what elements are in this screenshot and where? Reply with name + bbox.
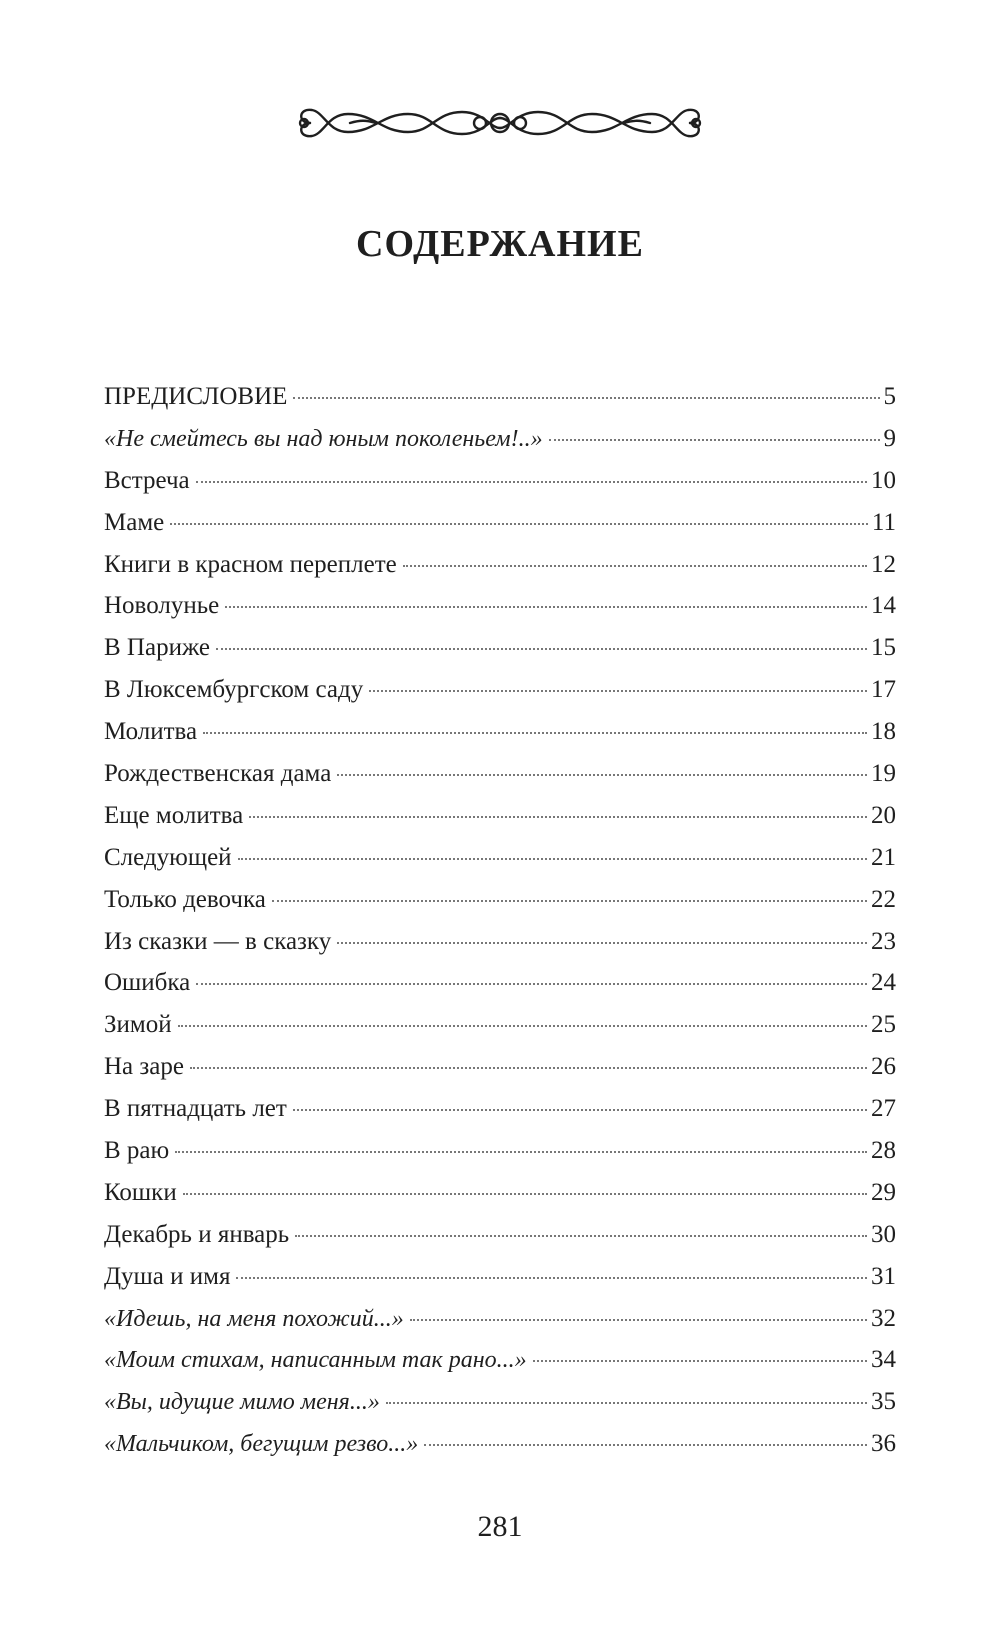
toc-entry-title: В пятнадцать лет <box>104 1095 287 1123</box>
toc-entry <box>104 887 896 929</box>
toc-entry-title: В раю <box>104 1137 170 1165</box>
toc-dot-leader <box>178 1025 867 1027</box>
toc-dot-leader <box>196 481 867 483</box>
toc-entry-page: 34 <box>871 1346 896 1374</box>
toc-entry <box>104 761 896 803</box>
toc-entry-page: 14 <box>871 592 896 620</box>
toc-entry <box>104 1431 896 1473</box>
toc-entry-title: Встреча <box>104 466 190 494</box>
toc-entry-page: 36 <box>871 1430 896 1458</box>
toc-entry-page: 5 <box>883 383 896 410</box>
page-number: 281 <box>477 1510 523 1543</box>
toc-entry <box>104 1138 896 1180</box>
toc-dot-leader <box>533 1360 867 1362</box>
toc-dot-leader <box>386 1402 867 1404</box>
toc-entry <box>104 1180 896 1222</box>
toc-entry <box>104 1222 896 1264</box>
toc-dot-leader <box>236 1277 867 1279</box>
toc-entry-page: 21 <box>871 843 896 871</box>
toc-entry-title: В Люксембургском саду <box>104 676 364 704</box>
toc-entry-title: «Идешь, на меня похожий...» <box>104 1305 404 1332</box>
toc-entry-page: 35 <box>871 1388 896 1416</box>
toc-entry <box>104 803 896 845</box>
toc-entry-page: 19 <box>871 760 896 788</box>
toc-entry <box>104 929 896 971</box>
toc-entry-title: В Париже <box>104 634 210 662</box>
toc-entry-page: 32 <box>871 1304 896 1332</box>
toc-entry-page: 12 <box>871 550 896 578</box>
toc-entry-page: 18 <box>871 718 896 746</box>
toc-dot-leader <box>196 983 867 985</box>
toc-entry-title: Рождественская дама <box>104 760 332 788</box>
toc-dot-leader <box>175 1151 867 1153</box>
toc-dot-leader <box>424 1444 867 1446</box>
toc-entry <box>104 845 896 887</box>
toc-dot-leader <box>238 858 867 860</box>
toc-entry <box>104 468 896 510</box>
toc-entry-page: 10 <box>871 466 896 494</box>
toc-entry-title: Душа и имя <box>104 1262 231 1290</box>
toc-dot-leader <box>190 1067 867 1069</box>
toc-entry-title: «Моим стихам, написанным так рано...» <box>104 1347 527 1374</box>
toc-entry-title: Ошибка <box>104 969 191 997</box>
toc-entry <box>104 677 896 719</box>
toc-entry-page: 28 <box>871 1137 896 1165</box>
toc-entry-title: «Не смейтесь вы над юным поколеньем!..» <box>104 425 543 452</box>
toc-entry-page: 22 <box>871 885 896 913</box>
toc-entry <box>104 635 896 677</box>
toc-entry-page: 29 <box>871 1178 896 1206</box>
toc-entry-title: «Вы, идущие мимо меня...» <box>104 1389 380 1416</box>
decorative-scroll-ornament-icon <box>290 98 710 148</box>
toc-dot-leader <box>403 565 867 567</box>
toc-entry-page: 23 <box>871 927 896 955</box>
toc-entry-title: Книги в красном переплете <box>104 550 397 578</box>
toc-dot-leader <box>183 1193 867 1195</box>
toc-dot-leader <box>225 606 867 608</box>
toc-dot-leader <box>216 648 867 650</box>
toc-entry-title: Молитва <box>104 718 198 746</box>
toc-entry-page: 30 <box>871 1220 896 1248</box>
toc-entry <box>104 970 896 1012</box>
toc-dot-leader <box>410 1319 867 1321</box>
toc-entry <box>104 1096 896 1138</box>
toc-entry-title: На заре <box>104 1053 184 1081</box>
toc-entry-page: 24 <box>871 969 896 997</box>
toc-entry-title: Декабрь и январь <box>104 1220 290 1248</box>
toc-entry <box>104 593 896 635</box>
toc-entry <box>104 1306 896 1348</box>
toc-entry <box>104 1012 896 1054</box>
toc-dot-leader <box>549 439 880 441</box>
toc-dot-leader <box>293 1109 867 1111</box>
toc-entry <box>104 510 896 552</box>
table-of-contents <box>104 384 896 1473</box>
toc-entry-title: Зимой <box>104 1011 172 1039</box>
page-title: СОДЕРЖАНИЕ <box>356 223 644 265</box>
toc-entry <box>104 719 896 761</box>
toc-entry-title: Еще молитва <box>104 801 244 829</box>
toc-dot-leader <box>249 816 867 818</box>
toc-entry <box>104 1347 896 1389</box>
toc-entry-page: 20 <box>871 801 896 829</box>
toc-entry-page: 17 <box>871 676 896 704</box>
toc-entry-title: Следующей <box>104 843 232 871</box>
toc-dot-leader <box>203 732 867 734</box>
toc-entry-title: Из сказки — в сказку <box>104 927 332 955</box>
toc-entry <box>104 1389 896 1431</box>
toc-entry-page: 25 <box>871 1011 896 1039</box>
toc-dot-leader <box>337 774 867 776</box>
toc-entry-title: ПРЕДИСЛОВИЕ <box>104 383 288 410</box>
toc-dot-leader <box>272 900 867 902</box>
toc-entry-page: 31 <box>871 1262 896 1290</box>
toc-entry-title: Кошки <box>104 1178 177 1206</box>
toc-entry <box>104 426 896 468</box>
toc-entry-page: 9 <box>883 424 896 452</box>
toc-dot-leader <box>369 690 867 692</box>
toc-entry-title: «Мальчиком, бегущим резво...» <box>104 1431 419 1458</box>
toc-entry-page: 15 <box>871 634 896 662</box>
toc-entry <box>104 1264 896 1306</box>
toc-dot-leader <box>295 1235 867 1237</box>
toc-entry-page: 11 <box>871 508 896 536</box>
toc-entry <box>104 552 896 594</box>
toc-entry-title: Только девочка <box>104 885 266 913</box>
toc-entry <box>104 1054 896 1096</box>
toc-entry-page: 27 <box>871 1095 896 1123</box>
toc-dot-leader <box>293 397 879 399</box>
toc-entry <box>104 384 896 426</box>
toc-entry-page: 26 <box>871 1053 896 1081</box>
toc-entry-title: Новолунье <box>104 592 220 620</box>
toc-dot-leader <box>170 523 868 525</box>
toc-entry-title: Маме <box>104 508 165 536</box>
toc-dot-leader <box>337 942 867 944</box>
